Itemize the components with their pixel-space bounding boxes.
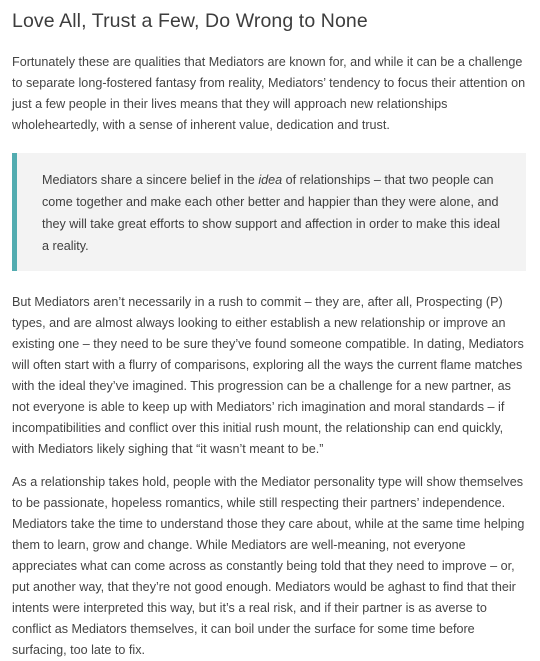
quote-text-before: Mediators share a sincere belief in the — [42, 173, 259, 187]
intro-paragraph: Fortunately these are qualities that Mediators are known for, and while it can be a challenge to separate long-fostered fantasy from reality, Mediators’ tendency to focus their attention on just a few people in their lives means that they will approach new relationships wholeheartedly, with a sense of inherent value, dedication and trust. — [12, 55, 526, 132]
body-paragraph-3: As a relationship takes hold, people with the Mediator personality type will show themselves to be passionate, hopeless romantics, while still respecting their partners’ independence. Mediators take the time to understand those they care about, while at the same time helping them to learn, grow and change. While Mediators are well-meaning, not everyone appreciates what can come across as constantly being told that they need to improve – or, put another way, that they’re not good enough. Mediators would be aghast to find that their intents were interpreted this way, but it’s a real risk, and if their partner is as averse to conflict as Mediators themselves, it can boil under the surface for some time before surfacing, too late to fix. — [12, 475, 525, 657]
body-paragraph-2: But Mediators aren’t necessarily in a rush to commit – they are, after all, Prospecting (P) types, and are almost always looking to either establish a new relationship or improve an existing one – they need to be sure they’ve found someone compatible. In dating, Mediators will often start with a flurry of comparisons, exploring all the ways the current flame matches with the ideal they’ve imagined. This progression can be a challenge for a new partner, as not everyone is able to keep up with Mediators’ rich imagination and moral standards – if incompatibilities and conflict over this initial rush mount, the relationship can end quickly, with Mediators likely sighing that “it wasn’t meant to be.” — [12, 295, 524, 456]
pull-quote — [12, 153, 526, 271]
quote-emphasis: idea — [258, 173, 283, 187]
section-heading: Love All, Trust a Few, Do Wrong to None — [12, 10, 368, 32]
quote-text-after: of relationships – that two people can come together and make each other better and happier than they were alone, and they will take great efforts to show support and affection in order to make this ideal a reality. — [42, 173, 501, 253]
pull-quote-text — [42, 169, 508, 257]
